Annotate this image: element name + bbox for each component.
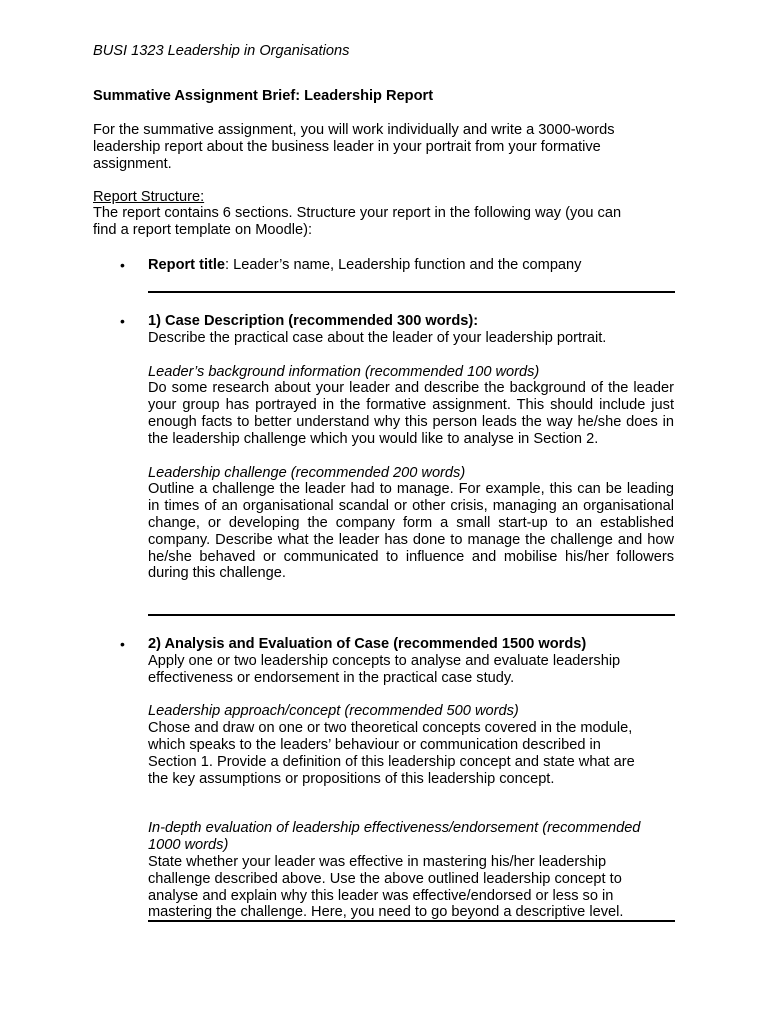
report-structure-label: Report Structure: <box>93 189 205 205</box>
subsection-text-line: the key assumptions or propositions of this leadership concept. <box>148 770 555 787</box>
section-divider <box>148 920 675 922</box>
section-heading: 2) Analysis and Evaluation of Case (recommended 1500 words) <box>148 636 587 652</box>
subsection-text: Do some research about your leader and describe the background of the leader your group has portrayed in the formative assignment. This should include just enough facts to better understand why this person leads the way he/she does in the leadership challenge which you would like to analyse in Section 2. <box>148 380 674 447</box>
course-title: BUSI 1323 Leadership in Organisations <box>93 43 350 59</box>
intro-line: leadership report about the business leader in your portrait from your formative <box>93 138 601 155</box>
section-divider <box>148 291 675 293</box>
subsection-text-line: mastering the challenge. Here, you need to go beyond a descriptive level. <box>148 904 624 921</box>
subsection-text-line: Chose and draw on one or two theoretical concepts covered in the module, <box>148 720 633 737</box>
assignment-brief-title: Summative Assignment Brief: Leadership Report <box>93 88 434 104</box>
subsection-heading: Leader’s background information (recommended 100 words) <box>148 363 540 380</box>
report-title-text: : Leader’s name, Leadership function and the company <box>225 257 582 273</box>
section-heading: 1) Case Description (recommended 300 words): <box>148 313 479 329</box>
report-title-item <box>148 257 674 274</box>
section-description: Describe the practical case about the leader of your leadership portrait. <box>148 329 607 346</box>
analysis-evaluation-section <box>148 636 674 921</box>
intro-paragraph <box>93 122 668 172</box>
bullet-icon: • <box>120 636 125 652</box>
subsection-text-line: State whether your leader was effective in mastering his/her leadership <box>148 853 607 870</box>
report-structure-text <box>93 205 668 239</box>
section-divider <box>148 614 675 616</box>
section-description-line: effectiveness or endorsement in the practical case study. <box>148 669 515 686</box>
subsection-heading: Leadership approach/concept (recommended 500 words) <box>148 703 519 720</box>
intro-line: assignment. <box>93 155 172 172</box>
structure-line: find a report template on Moodle): <box>93 221 313 238</box>
subsection-heading-line: In-depth evaluation of leadership effectiveness/endorsement (recommended <box>148 820 641 837</box>
report-title-label: Report title <box>148 257 226 273</box>
subsection-text-line: challenge described above. Use the above outlined leadership concept to <box>148 870 622 887</box>
structure-line: The report contains 6 sections. Structure your report in the following way (you can <box>93 205 622 221</box>
intro-line: For the summative assignment, you will work individually and write a 3000-words <box>93 122 615 138</box>
case-description-section <box>148 313 674 582</box>
subsection-text-line: analyse and explain why this leader was effective/endorsed or less so in <box>148 887 614 904</box>
section-description-line: Apply one or two leadership concepts to analyse and evaluate leadership <box>148 652 621 669</box>
subsection-heading-line: 1000 words) <box>148 837 229 854</box>
bullet-icon: • <box>120 313 125 329</box>
subsection-heading: Leadership challenge (recommended 200 words) <box>148 464 466 481</box>
bullet-icon: • <box>120 257 125 273</box>
subsection-text-line: which speaks to the leaders’ behaviour or communication described in <box>148 736 601 753</box>
subsection-text-line: Section 1. Provide a definition of this leadership concept and state what are <box>148 753 635 770</box>
subsection-text: Outline a challenge the leader had to manage. For example, this can be leading in times of an organisational scandal or other crisis, managing an organisational change, or developing the company form a small start-up to an established company. Describe what the leader has done to manage the challenge and how he/she behaved or communicated to influence and mobilise his/her followers during this challenge. <box>148 481 674 582</box>
